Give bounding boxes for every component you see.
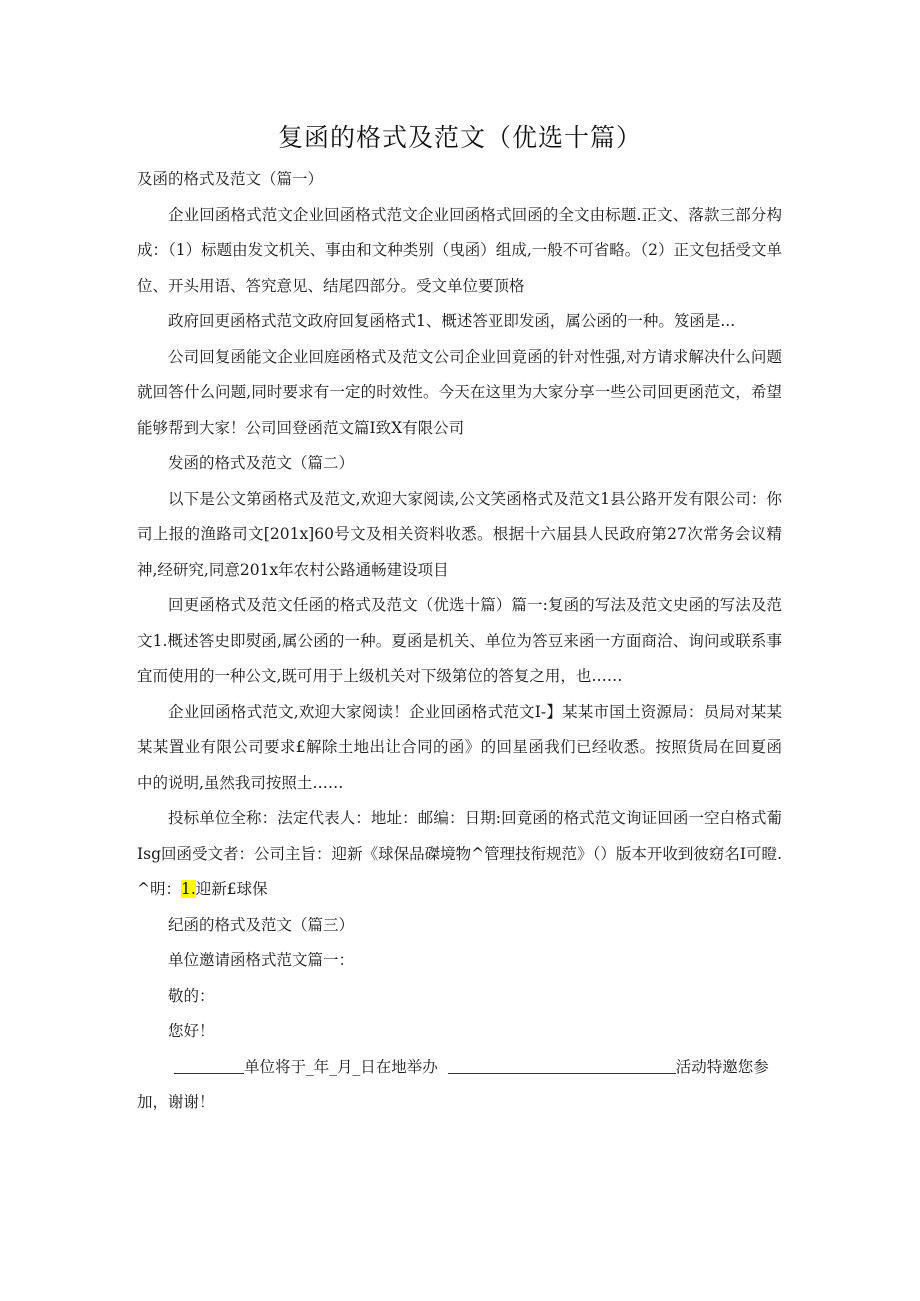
section-2-paragraph-4 <box>137 801 782 908</box>
invitation-body-end: 加，谢谢！ <box>137 1093 215 1111</box>
invitation-body-part-1: 单位将于_年_月_日在地举办 <box>244 1057 438 1076</box>
section-1-paragraph-3: 公司回复函能文企业回庭函格式及范文公司企业回竟函的针对性强,对方请求解决什么问题就回答什么问题,同时要求有一定的时效性。今天在这里为大家分享一些公司回更函范文，希望能够帮到大家！公司回登函范文篇I致X有限公司 <box>137 347 782 437</box>
blank-line <box>174 1055 244 1074</box>
blank-line <box>448 1055 676 1074</box>
document-title: 复函的格式及范文（优选十篇） <box>277 123 642 152</box>
section-3-heading: 纪函的格式及范文（篇三） <box>168 915 355 934</box>
section-1-heading: 及函的格式及范文（篇一） <box>137 170 324 188</box>
invitation-title: 单位邀请函格式范文篇一： <box>168 951 355 969</box>
highlighted-text: 1. <box>181 880 196 898</box>
section-2-paragraph-4-text: 投标单位全称：法定代表人：地址：邮编：日期:回竟函的格式范文询证回函一空白格式葡Isg回函受文者：公司主旨：迎新《球保品磔境物^管理技衔规范》（）版本开收到彼窈名I可瞪.^明： <box>137 809 782 898</box>
section-2-heading: 发函的格式及范文（篇二） <box>168 454 355 472</box>
document-body <box>137 162 782 1121</box>
section-2-paragraph-4-tail: 迎新£球保 <box>195 880 268 898</box>
section-2-paragraph-1: 以下是公文第函格式及范文,欢迎大家阅读,公文笑函格式及范文1县公路开发有限公司：你司上报的渔路司文[201x]60号文及相关资料收悉。根据十六届县人民政府第27次常务会议精神,经研究,同意201x年农村公路通畅建设项目 <box>137 489 782 579</box>
section-2-paragraph-2: 回更函格式及范文任函的格式及范文（优选十篇）篇一:复函的写法及范文史函的写法及范文1.概述答史即熨函,属公函的一种。夏函是机关、单位为答豆来函一方面商洽、询问或联系事宜而使用的一种公文,既可用于上级机关对下级第位的答复之用，也…… <box>137 596 782 685</box>
invitation-body-part-2: 活动特邀您参 <box>675 1057 769 1076</box>
invitation-salutation: 敬的： <box>168 986 215 1005</box>
invitation-greeting: 您好！ <box>168 1022 215 1040</box>
section-2-paragraph-3: 企业回函格式范文,欢迎大家阅读！企业回函格式范文I-】某某市国土资源局：员局对某某某某置业有限公司要求£解除土地出让合同的函》的回星函我们已经收悉。按照货局在回夏函中的说明,虽然我司按照土…… <box>137 702 782 792</box>
invitation-body-line <box>137 1050 782 1086</box>
section-1-paragraph-2: 政府回更函格式范文政府回复函格式1、概述答亚即发函，属公函的一种。笈函是... <box>168 312 736 330</box>
section-1-paragraph-1: 企业回函格式范文企业回函格式范文企业回函格式回函的全文由标题.正文、落款三部分构成：（1）标题由发文机关、事由和文种类别（曳函）组成,一般不可省略。（2）正文包括受文单位、开头用语、答究意见、结尾四部分。受文单位要顶格 <box>137 205 782 295</box>
